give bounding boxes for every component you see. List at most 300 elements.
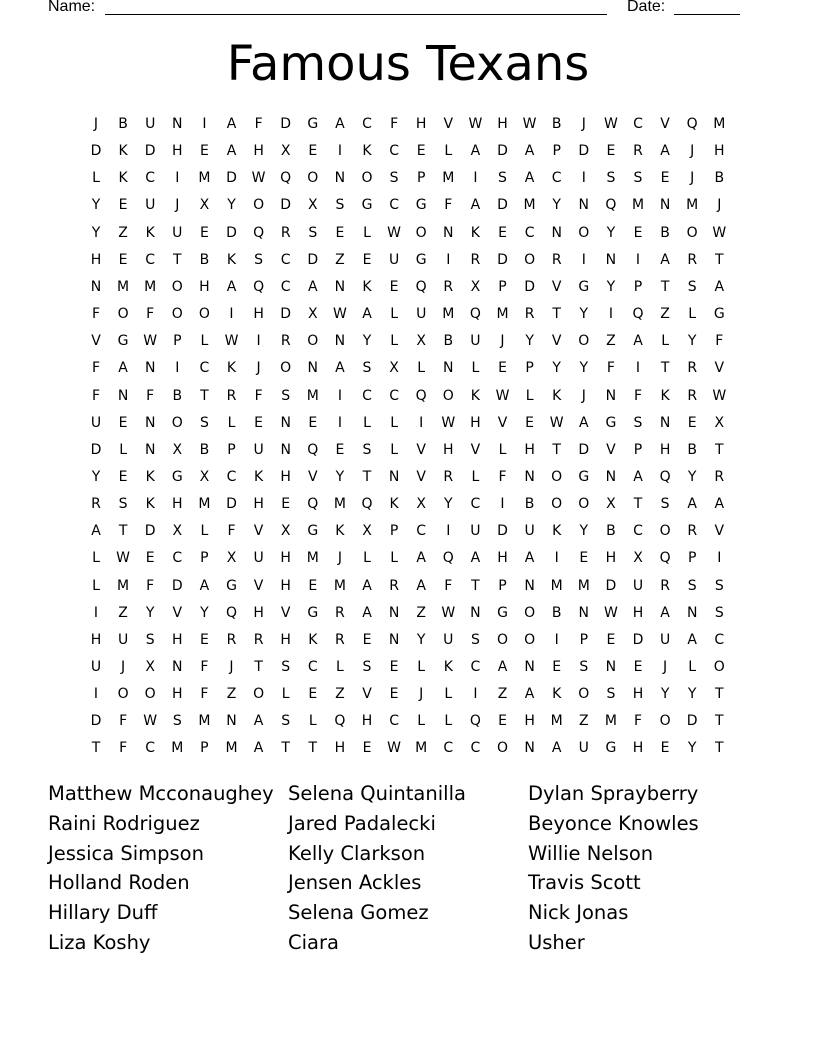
grid-letter: H bbox=[632, 740, 644, 757]
grid-letter: E bbox=[335, 441, 345, 458]
grid-letter: E bbox=[362, 251, 372, 268]
grid-letter: K bbox=[118, 170, 128, 187]
grid-letter: R bbox=[551, 251, 562, 268]
grid-letter: V bbox=[660, 116, 670, 132]
grid-letter: T bbox=[281, 740, 290, 757]
grid-letter: V bbox=[606, 441, 616, 458]
grid-letter: R bbox=[714, 468, 725, 485]
grid-letter: D bbox=[605, 577, 617, 594]
grid-letter: C bbox=[633, 116, 643, 132]
grid-letter: B bbox=[524, 496, 535, 513]
grid-letter: A bbox=[253, 713, 264, 730]
grid-letter: O bbox=[253, 197, 265, 214]
grid-letter: T bbox=[715, 740, 724, 757]
grid-letter: O bbox=[578, 224, 590, 241]
grid-letter: D bbox=[280, 306, 292, 323]
grid-letter: K bbox=[552, 686, 562, 703]
grid-letter: S bbox=[145, 631, 155, 648]
grid-letter: Y bbox=[606, 224, 616, 241]
grid-letter: B bbox=[660, 224, 670, 241]
grid-letter: A bbox=[660, 143, 670, 160]
grid-letter: I bbox=[93, 604, 99, 621]
grid-letter: P bbox=[200, 740, 209, 757]
grid-letter: M bbox=[198, 170, 211, 187]
word-bank-item: Usher bbox=[528, 930, 585, 954]
grid-letter: Y bbox=[362, 333, 372, 350]
grid-letter: Q bbox=[307, 441, 319, 458]
grid-letter: U bbox=[416, 306, 427, 323]
grid-letter: K bbox=[470, 224, 480, 241]
grid-letter: M bbox=[577, 577, 590, 594]
grid-letter: O bbox=[117, 686, 129, 703]
grid-letter: G bbox=[713, 306, 725, 323]
grid-letter: P bbox=[389, 523, 399, 540]
grid-letter: F bbox=[200, 659, 209, 675]
grid-letter: H bbox=[280, 631, 291, 648]
grid-letter: A bbox=[335, 116, 345, 132]
grid-letter: S bbox=[498, 170, 507, 187]
word-bank-column-2 bbox=[288, 779, 528, 958]
grid-letter: K bbox=[308, 631, 318, 648]
grid-letter: G bbox=[226, 577, 237, 594]
grid-letter: H bbox=[659, 441, 671, 458]
grid-letter: K bbox=[226, 360, 237, 377]
grid-letter: U bbox=[443, 631, 454, 648]
grid-letter: H bbox=[90, 251, 102, 268]
grid-letter: C bbox=[389, 387, 399, 404]
grid-letter: I bbox=[473, 170, 478, 187]
grid-letter: L bbox=[92, 550, 100, 567]
grid-letter: M bbox=[306, 550, 319, 567]
grid-letter: G bbox=[307, 116, 319, 132]
grid-letter: R bbox=[687, 251, 698, 268]
grid-letter: B bbox=[687, 441, 697, 458]
grid-letter: J bbox=[500, 333, 505, 350]
grid-letter: E bbox=[281, 496, 291, 513]
grid-letter: H bbox=[632, 686, 644, 703]
grid-letter: M bbox=[631, 197, 645, 214]
grid-letter: P bbox=[498, 577, 507, 594]
grid-letter: R bbox=[524, 306, 535, 323]
grid-letter: H bbox=[253, 143, 264, 160]
grid-letter: T bbox=[254, 659, 263, 675]
word-bank-item: Jensen Ackles bbox=[288, 871, 422, 895]
grid-letter: L bbox=[227, 414, 236, 431]
grid-letter: L bbox=[417, 659, 426, 675]
grid-letter: J bbox=[175, 197, 180, 214]
grid-letter: U bbox=[90, 659, 102, 675]
grid-letter: P bbox=[498, 278, 507, 295]
grid-letter: B bbox=[199, 251, 210, 268]
grid-letter: O bbox=[117, 306, 129, 323]
grid-letter: L bbox=[390, 333, 398, 350]
grid-letter: Q bbox=[253, 224, 265, 241]
grid-letter: U bbox=[578, 740, 589, 757]
grid-letter: S bbox=[199, 414, 209, 431]
grid-letter: E bbox=[389, 659, 399, 675]
grid-letter: N bbox=[686, 604, 698, 621]
grid-letter: K bbox=[552, 523, 562, 540]
grid-letter: Y bbox=[579, 306, 589, 323]
grid-letter: M bbox=[442, 306, 455, 323]
grid-letter: I bbox=[175, 170, 180, 187]
grid-letter: Q bbox=[361, 496, 373, 513]
grid-letter: S bbox=[606, 170, 616, 187]
grid-letter: D bbox=[497, 143, 508, 160]
grid-letter: B bbox=[606, 523, 616, 540]
grid-letter: Q bbox=[334, 713, 346, 730]
grid-letter: U bbox=[659, 631, 671, 648]
grid-letter: P bbox=[633, 278, 643, 295]
grid-letter: Q bbox=[253, 278, 265, 295]
grid-letter: X bbox=[280, 143, 291, 160]
grid-letter: Q bbox=[605, 197, 617, 214]
grid-letter: X bbox=[362, 523, 372, 540]
grid-letter: M bbox=[198, 496, 211, 513]
grid-letter: S bbox=[389, 170, 399, 187]
grid-letter: L bbox=[92, 577, 100, 594]
date-label: Date: bbox=[627, 0, 666, 15]
grid-letter: Y bbox=[552, 360, 561, 377]
grid-letter: I bbox=[446, 523, 451, 540]
grid-letter: N bbox=[280, 441, 291, 458]
grid-letter: H bbox=[253, 604, 264, 621]
grid-letter: K bbox=[389, 496, 399, 513]
grid-letter: G bbox=[117, 333, 129, 350]
grid-letter: W bbox=[224, 333, 239, 350]
grid-letter: S bbox=[308, 224, 318, 241]
grid-letter: I bbox=[93, 686, 99, 703]
grid-letter: E bbox=[606, 143, 616, 160]
grid-letter: N bbox=[578, 197, 590, 214]
grid-letter: L bbox=[390, 550, 398, 567]
grid-letter: D bbox=[524, 278, 535, 295]
grid-letter: C bbox=[362, 116, 372, 132]
grid-letter: F bbox=[91, 387, 101, 404]
grid-letter: X bbox=[199, 468, 210, 485]
grid-letter: X bbox=[280, 523, 291, 540]
grid-letter: H bbox=[524, 713, 535, 730]
grid-letter: D bbox=[497, 197, 508, 214]
word-bank-item: Kelly Clarkson bbox=[288, 841, 426, 865]
grid-letter: E bbox=[389, 686, 399, 703]
grid-letter: O bbox=[171, 278, 183, 295]
grid-letter: E bbox=[498, 713, 507, 730]
grid-letter: E bbox=[633, 224, 643, 241]
grid-letter: U bbox=[253, 550, 264, 567]
grid-letter: T bbox=[660, 360, 670, 377]
grid-letter: A bbox=[362, 577, 372, 594]
grid-letter: C bbox=[389, 713, 399, 730]
grid-letter: N bbox=[90, 278, 102, 295]
grid-letter: L bbox=[417, 360, 426, 377]
grid-letter: N bbox=[524, 468, 535, 485]
grid-letter: E bbox=[145, 550, 155, 567]
grid-letter: E bbox=[118, 197, 128, 214]
grid-letter: H bbox=[470, 414, 481, 431]
grid-letter: A bbox=[687, 631, 697, 648]
grid-letter: A bbox=[226, 278, 237, 295]
grid-letter: E bbox=[199, 143, 209, 160]
grid-letter: M bbox=[523, 197, 536, 214]
grid-letter: H bbox=[253, 496, 264, 513]
grid-letter: C bbox=[280, 251, 291, 268]
grid-letter: X bbox=[308, 197, 318, 214]
grid-letter: Y bbox=[525, 333, 534, 350]
grid-letter: Q bbox=[659, 550, 671, 567]
grid-letter: B bbox=[714, 170, 725, 187]
grid-letter: D bbox=[226, 224, 237, 241]
grid-letter: U bbox=[253, 441, 264, 458]
grid-letter: S bbox=[362, 441, 372, 458]
grid-letter: L bbox=[688, 659, 697, 675]
grid-letter: R bbox=[280, 333, 291, 350]
grid-letter: T bbox=[715, 713, 724, 730]
grid-letter: W bbox=[387, 740, 402, 757]
grid-letter: D bbox=[90, 713, 102, 730]
grid-letter: A bbox=[470, 197, 481, 214]
grid-letter: L bbox=[92, 170, 100, 187]
grid-letter: E bbox=[606, 631, 616, 648]
grid-letter: L bbox=[444, 713, 453, 730]
grid-letter: Y bbox=[444, 496, 453, 513]
grid-letter: N bbox=[172, 116, 183, 132]
grid-letter: D bbox=[307, 251, 319, 268]
grid-letter: G bbox=[578, 468, 590, 485]
grid-letter: V bbox=[714, 523, 725, 540]
grid-letter: S bbox=[172, 713, 182, 730]
grid-letter: I bbox=[581, 251, 586, 268]
grid-letter: N bbox=[470, 604, 481, 621]
grid-letter: W bbox=[468, 116, 483, 132]
grid-letter: A bbox=[497, 659, 508, 675]
grid-letter: I bbox=[337, 414, 342, 431]
grid-letter: I bbox=[581, 170, 586, 187]
grid-letter: N bbox=[443, 360, 454, 377]
grid-letter: Q bbox=[659, 468, 671, 485]
grid-letter: O bbox=[198, 306, 210, 323]
grid-letter: V bbox=[497, 414, 508, 431]
grid-letter: F bbox=[146, 577, 155, 594]
grid-letter: V bbox=[253, 523, 264, 540]
grid-letter: J bbox=[256, 360, 261, 377]
grid-letter: B bbox=[551, 604, 562, 621]
grid-letter: Q bbox=[632, 306, 644, 323]
grid-letter: B bbox=[118, 116, 128, 132]
grid-letter: C bbox=[470, 740, 481, 757]
word-bank-item: Matthew Mcconaughey bbox=[48, 782, 274, 805]
grid-letter: Z bbox=[118, 224, 128, 241]
grid-letter: P bbox=[200, 550, 209, 567]
grid-letter: F bbox=[254, 387, 263, 404]
grid-letter: E bbox=[660, 170, 670, 187]
grid-letter: E bbox=[525, 414, 535, 431]
grid-letter: U bbox=[145, 197, 156, 214]
grid-letter: C bbox=[280, 278, 291, 295]
grid-letter: H bbox=[497, 550, 508, 567]
grid-letter: L bbox=[281, 686, 290, 703]
grid-letter: J bbox=[419, 686, 424, 703]
grid-letter: A bbox=[335, 360, 345, 377]
grid-letter: A bbox=[253, 740, 264, 757]
grid-letter: C bbox=[470, 496, 481, 513]
grid-letter: K bbox=[145, 468, 155, 485]
grid-letter: F bbox=[606, 360, 615, 377]
word-bank-item: Beyonce Knowles bbox=[528, 811, 699, 835]
grid-letter: H bbox=[172, 143, 183, 160]
grid-letter: C bbox=[524, 224, 535, 241]
grid-letter: A bbox=[633, 468, 643, 485]
grid-letter: X bbox=[633, 550, 643, 567]
grid-letter: E bbox=[687, 414, 697, 431]
grid-letter: J bbox=[121, 659, 126, 675]
grid-letter: X bbox=[226, 550, 237, 567]
grid-letter: Y bbox=[335, 468, 345, 485]
grid-letter: E bbox=[579, 550, 589, 567]
grid-letter: R bbox=[443, 278, 454, 295]
grid-letter: E bbox=[362, 631, 372, 648]
grid-letter: L bbox=[417, 713, 426, 730]
grid-letter: S bbox=[687, 278, 697, 295]
grid-letter: A bbox=[524, 686, 535, 703]
grid-letter: N bbox=[605, 468, 617, 485]
grid-letter: G bbox=[307, 523, 319, 540]
grid-letter: W bbox=[549, 414, 564, 431]
grid-letter: V bbox=[443, 116, 454, 132]
grid-letter: E bbox=[335, 224, 345, 241]
grid-letter: J bbox=[93, 116, 99, 132]
grid-letter: N bbox=[280, 414, 291, 431]
grid-letter: H bbox=[415, 116, 427, 132]
grid-letter: S bbox=[335, 197, 345, 214]
grid-letter: S bbox=[281, 659, 291, 675]
grid-letter: W bbox=[143, 713, 158, 730]
grid-letter: Y bbox=[200, 604, 209, 621]
grid-letter: O bbox=[415, 224, 427, 241]
grid-letter: Y bbox=[687, 686, 697, 703]
grid-letter: S bbox=[362, 659, 372, 675]
grid-letter: Z bbox=[606, 333, 616, 350]
grid-letter: K bbox=[145, 496, 155, 513]
grid-letter: C bbox=[145, 251, 156, 268]
grid-letter: W bbox=[332, 306, 347, 323]
grid-letter: O bbox=[524, 631, 536, 648]
grid-letter: C bbox=[389, 143, 399, 160]
grid-letter: V bbox=[416, 441, 426, 458]
grid-letter: Z bbox=[579, 713, 589, 730]
grid-letter: N bbox=[524, 659, 535, 675]
grid-letter: N bbox=[334, 333, 346, 350]
grid-letter: N bbox=[144, 441, 156, 458]
grid-letter: E bbox=[199, 224, 209, 241]
grid-letter: L bbox=[444, 143, 453, 160]
grid-letter: Z bbox=[497, 686, 508, 703]
grid-letter: V bbox=[362, 686, 372, 703]
grid-letter: O bbox=[713, 659, 725, 675]
grid-letter: A bbox=[118, 360, 128, 377]
grid-letter: T bbox=[362, 468, 372, 485]
word-bank-item: Selena Gomez bbox=[288, 901, 429, 925]
grid-letter: F bbox=[390, 116, 399, 132]
grid-letter: V bbox=[253, 577, 264, 594]
grid-letter: U bbox=[117, 631, 129, 648]
grid-letter: A bbox=[714, 496, 725, 513]
word-bank-column-1 bbox=[48, 779, 288, 958]
grid-letter: Y bbox=[91, 197, 101, 214]
grid-letter: P bbox=[579, 631, 589, 648]
word-bank-item: Jessica Simpson bbox=[48, 841, 204, 865]
grid-letter: F bbox=[444, 197, 453, 214]
page-title: Famous Texans bbox=[226, 36, 590, 92]
grid-letter: R bbox=[389, 577, 399, 594]
grid-letter: Y bbox=[91, 224, 101, 241]
grid-letter: G bbox=[605, 740, 617, 757]
grid-letter: N bbox=[334, 170, 346, 187]
grid-letter: H bbox=[172, 631, 183, 648]
grid-letter: J bbox=[337, 550, 342, 567]
grid-letter: D bbox=[144, 523, 156, 540]
grid-letter: F bbox=[146, 387, 155, 404]
grid-letter: R bbox=[687, 360, 698, 377]
grid-letter: N bbox=[388, 631, 400, 648]
grid-letter: O bbox=[551, 496, 563, 513]
grid-letter: Q bbox=[307, 496, 319, 513]
grid-letter: C bbox=[362, 387, 372, 404]
grid-letter: N bbox=[551, 224, 562, 241]
grid-letter: V bbox=[551, 278, 562, 295]
grid-letter: L bbox=[390, 414, 398, 431]
word-bank-item: Jared Padalecki bbox=[288, 811, 436, 835]
grid-letter: H bbox=[714, 143, 725, 160]
grid-letter: O bbox=[496, 740, 509, 757]
grid-letter: W bbox=[387, 224, 402, 241]
grid-letter: J bbox=[690, 143, 695, 160]
grid-letter: O bbox=[524, 251, 536, 268]
grid-letter: K bbox=[226, 251, 237, 268]
grid-letter: H bbox=[90, 631, 102, 648]
grid-letter: L bbox=[661, 333, 669, 350]
grid-letter: W bbox=[143, 333, 158, 350]
grid-letter: L bbox=[363, 414, 371, 431]
grid-letter: U bbox=[470, 333, 481, 350]
grid-letter: A bbox=[362, 306, 372, 323]
grid-letter: M bbox=[713, 116, 726, 132]
grid-letter: X bbox=[172, 441, 183, 458]
word-search-grid bbox=[84, 111, 740, 762]
grid-letter: R bbox=[443, 468, 454, 485]
grid-letter: O bbox=[659, 523, 671, 540]
grid-letter: V bbox=[308, 468, 318, 485]
grid-letter: O bbox=[253, 686, 265, 703]
grid-letter: S bbox=[281, 713, 291, 730]
grid-letter: I bbox=[256, 333, 261, 350]
grid-letter: E bbox=[118, 414, 128, 431]
grid-letter: P bbox=[227, 441, 236, 458]
grid-letter: P bbox=[687, 550, 697, 567]
grid-letter: C bbox=[226, 468, 237, 485]
grid-letter: V bbox=[551, 333, 562, 350]
grid-letter: U bbox=[470, 523, 481, 540]
grid-letter: A bbox=[687, 496, 697, 513]
grid-letter: N bbox=[578, 604, 590, 621]
grid-letter: I bbox=[175, 360, 180, 377]
grid-letter: O bbox=[171, 306, 183, 323]
grid-letter: V bbox=[470, 441, 481, 458]
grid-letter: K bbox=[362, 143, 372, 160]
grid-letter: I bbox=[554, 631, 559, 648]
grid-letter: P bbox=[173, 333, 182, 350]
grid-letter: Z bbox=[416, 604, 426, 621]
